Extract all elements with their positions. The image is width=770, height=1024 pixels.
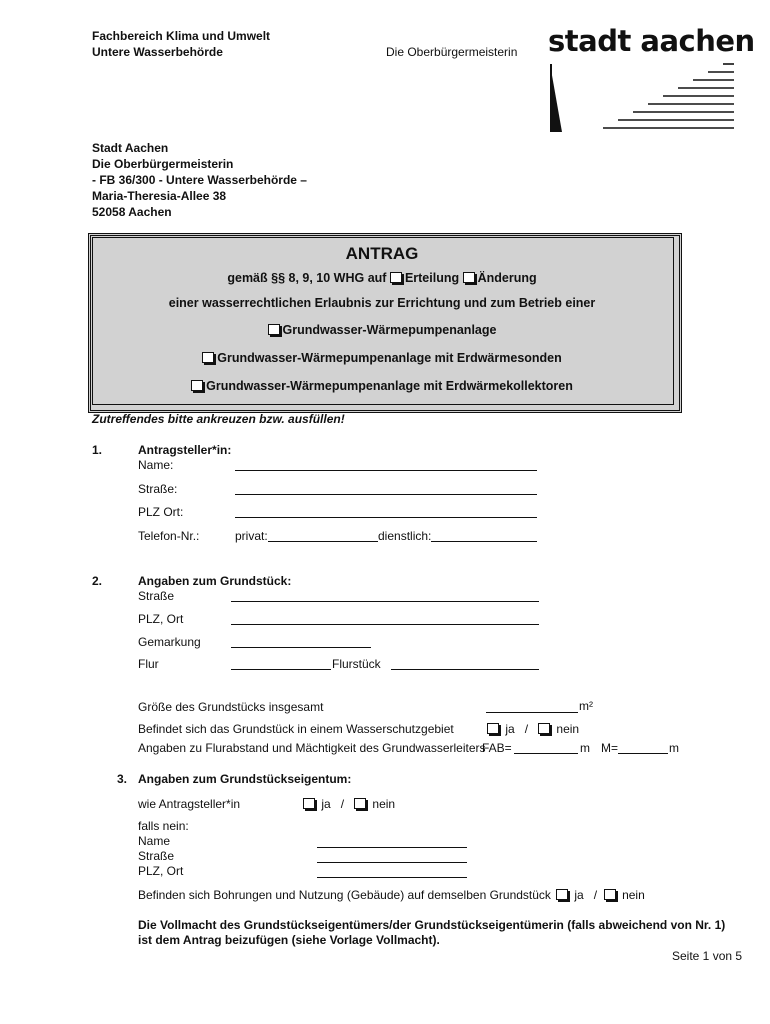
applicant-street-label: Straße: xyxy=(138,482,178,496)
m2-unit: m² xyxy=(579,699,593,713)
section3-title: Angaben zum Grundstückseigentum: xyxy=(138,772,352,786)
owner-ja-label: ja xyxy=(321,797,331,811)
fab-label: FAB= xyxy=(482,741,512,755)
drilling-nein-label: nein xyxy=(622,888,645,902)
drilling-options xyxy=(556,888,645,902)
wsg-nein-label: nein xyxy=(556,722,580,736)
property-plz-label: PLZ, Ort xyxy=(138,612,184,626)
wsg-slash: / xyxy=(524,722,529,736)
antrag-line1-prefix: gemäß §§ 8, 9, 10 WHG auf xyxy=(227,271,387,285)
hint-text: Zutreffendes bitte ankreuzen bzw. ausfüllen! xyxy=(92,412,345,426)
owner-slash: / xyxy=(340,797,345,811)
antrag-option1 xyxy=(92,323,672,337)
dept-line2: Untere Wasserbehörde xyxy=(92,45,223,59)
aenderung-checkbox[interactable] xyxy=(463,272,475,283)
applicant-phone-label: Telefon-Nr.: xyxy=(138,529,200,543)
flurstueck-label: Flurstück xyxy=(332,657,381,671)
gemarkung-field[interactable] xyxy=(231,647,371,648)
wsg-nein-checkbox[interactable] xyxy=(538,723,550,734)
address-line2: Die Oberbürgermeisterin xyxy=(92,157,234,171)
option3-label: Grundwasser-Wärmepumpenanlage mit Erdwärmekollektoren xyxy=(206,379,573,393)
applicant-name-label: Name: xyxy=(138,458,174,472)
section1-number: 1. xyxy=(92,443,103,457)
flur-field[interactable] xyxy=(231,669,331,670)
applicant-plz-label: PLZ Ort: xyxy=(138,505,184,519)
mayor-label: Die Oberbürgermeisterin xyxy=(386,45,518,59)
fab-field[interactable] xyxy=(514,753,578,754)
address-line1: Stadt Aachen xyxy=(92,141,169,155)
phone-private-label: privat: xyxy=(235,529,268,543)
section1-title: Antragsteller*in: xyxy=(138,443,232,457)
logo-graphic xyxy=(548,24,738,134)
drilling-ja-label: ja xyxy=(574,888,584,902)
phone-private-field[interactable] xyxy=(268,541,378,542)
section3-number: 3. xyxy=(117,772,128,786)
wsg-question: Befindet sich das Grundstück in einem Wasserschutzgebiet xyxy=(138,722,454,736)
property-plz-field[interactable] xyxy=(231,624,539,625)
drilling-slash: / xyxy=(593,888,598,902)
address-line5: 52058 Aachen xyxy=(92,205,172,219)
dept-line1: Fachbereich Klima und Umwelt xyxy=(92,29,271,43)
erteilung-checkbox[interactable] xyxy=(390,272,402,283)
wsg-ja-label: ja xyxy=(505,722,515,736)
m-field[interactable] xyxy=(618,753,668,754)
vollmacht-line2: ist dem Antrag beizufügen (siehe Vorlage Vollmacht). xyxy=(138,933,440,947)
owner-plz-label: PLZ, Ort xyxy=(138,864,184,878)
owner-name-label: Name xyxy=(138,834,171,848)
flurabstand-label: Angaben zu Flurabstand und Mächtigkeit des Grundwasserleiters xyxy=(138,741,486,755)
antrag-option3 xyxy=(92,379,672,393)
owner-nein-label: nein xyxy=(372,797,396,811)
drilling-question: Befinden sich Bohrungen und Nutzung (Gebäude) auf demselben Grundstück xyxy=(138,888,551,902)
page-number: Seite 1 von 5 xyxy=(672,949,743,963)
flur-label: Flur xyxy=(138,657,159,671)
vollmacht-line1: Die Vollmacht des Grundstückseigentümers/der Grundstückseigentümerin (falls abweichend von Nr. 1) xyxy=(138,918,726,932)
option2-checkbox[interactable] xyxy=(202,352,214,363)
antrag-line1 xyxy=(92,271,672,285)
drilling-nein-checkbox[interactable] xyxy=(604,889,616,900)
wsg-options xyxy=(487,722,579,736)
owner-plz-field[interactable] xyxy=(317,877,467,878)
phone-business-label: dienstlich: xyxy=(378,529,432,543)
drilling-ja-checkbox[interactable] xyxy=(556,889,568,900)
address-line4: Maria-Theresia-Allee 38 xyxy=(92,189,227,203)
option1-checkbox[interactable] xyxy=(268,324,280,335)
stadt-aachen-logo xyxy=(548,24,755,134)
applicant-plz-field[interactable] xyxy=(235,517,537,518)
section2-title: Angaben zum Grundstück: xyxy=(138,574,292,588)
owner-street-field[interactable] xyxy=(317,862,467,863)
property-street-label: Straße xyxy=(138,589,175,603)
if-not-label: falls nein: xyxy=(138,819,189,833)
option2-label: Grundwasser-Wärmepumpenanlage mit Erdwärmesonden xyxy=(217,351,562,365)
applicant-street-field[interactable] xyxy=(235,494,537,495)
option3-checkbox[interactable] xyxy=(191,380,203,391)
property-street-field[interactable] xyxy=(231,601,539,602)
owner-street-label: Straße xyxy=(138,849,175,863)
option1-label: Grundwasser-Wärmepumpenanlage xyxy=(282,323,497,337)
owner-ja-checkbox[interactable] xyxy=(303,798,315,809)
applicant-name-field[interactable] xyxy=(235,470,537,471)
wsg-ja-checkbox[interactable] xyxy=(487,723,499,734)
property-size-field[interactable] xyxy=(486,712,578,713)
aenderung-label: Änderung xyxy=(477,271,537,285)
owner-options xyxy=(303,797,395,811)
owner-name-field[interactable] xyxy=(317,847,467,848)
m-label: M= xyxy=(601,741,619,755)
phone-business-field[interactable] xyxy=(431,541,537,542)
fab-unit: m xyxy=(580,741,590,755)
logo-text: stadt aachen xyxy=(548,24,755,58)
antrag-option2 xyxy=(92,351,672,365)
antrag-line2: einer wasserrechtlichen Erlaubnis zur Errichtung und zum Betrieb einer xyxy=(168,296,596,310)
same-as-applicant-label: wie Antragsteller*in xyxy=(138,797,241,811)
address-line3: - FB 36/300 - Untere Wasserbehörde – xyxy=(92,173,307,187)
flurstueck-field[interactable] xyxy=(391,669,539,670)
gemarkung-label: Gemarkung xyxy=(138,635,201,649)
erteilung-label: Erteilung xyxy=(404,271,460,285)
antrag-title: ANTRAG xyxy=(345,244,419,263)
property-size-label: Größe des Grundstücks insgesamt xyxy=(138,700,324,714)
section2-number: 2. xyxy=(92,574,103,588)
owner-nein-checkbox[interactable] xyxy=(354,798,366,809)
m-unit: m xyxy=(669,741,679,755)
